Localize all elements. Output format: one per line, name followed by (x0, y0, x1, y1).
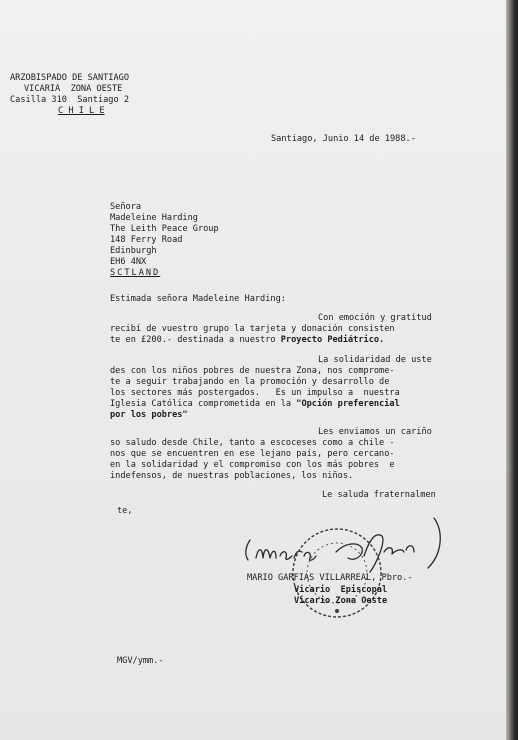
signatory-title2: Vicario Zona Oeste (294, 596, 388, 606)
closing-line2: te, (117, 506, 133, 516)
letterhead-address: Casilla 310 Santiago 2 (10, 95, 129, 105)
body-p1-line3 (110, 335, 384, 346)
body-p2-line1: La solidaridad de uste (318, 355, 432, 365)
body-p1-line1: Con emoción y gratitud (318, 313, 432, 323)
date-line: Santiago, Junio 14 de 1988.- (271, 134, 416, 144)
greeting: Estimada señora Madeleine Harding: (110, 294, 286, 304)
body-p2-line3: te a seguir trabajando en la promoción y desarrollo de (110, 377, 390, 387)
recipient-organization: The Leith Peace Group (110, 224, 219, 234)
body-p3-line1: Les enviamos un cariño (318, 427, 432, 437)
body-p3-line4: en la solidaridad y el compromiso con los más pobres e (110, 460, 395, 470)
signatory-title1: Vicario Episcopal (294, 585, 388, 595)
recipient-title: Señora (110, 202, 142, 212)
letterhead-org: ARZOBISPADO DE SANTIAGO (10, 73, 129, 83)
body-p2-line4: los sectores más postergados. Es un impulso a nuestra (110, 388, 400, 398)
recipient-postcode: EH6 4NX (110, 257, 147, 267)
recipient-city: Edinburgh (110, 246, 157, 256)
body-p1-line3a: te en (110, 335, 142, 345)
body-p3-line2: so saludo desde Chile, tanto a escoceses como a chile - (110, 438, 395, 448)
reference-initials: MGV/ymm.- (117, 656, 164, 666)
project-name: Proyecto Pediátrico. (280, 335, 385, 345)
scan-edge-shadow (506, 0, 518, 740)
body-p2-line6: por los pobres" (110, 410, 188, 420)
recipient-address (110, 202, 219, 279)
recipient-street: 148 Ferry Road (110, 235, 183, 245)
letterhead-country: C H I L E (58, 106, 105, 116)
recipient-country: SCTLAND (110, 268, 161, 278)
body-p2-line2: des con los niños pobres de nuestra Zona, nos comprome- (110, 366, 395, 376)
recipient-name: Madeleine Harding (110, 213, 198, 223)
letterhead-vicaria: VICARIA ZONA OESTE (24, 84, 123, 94)
body-p2-line5a: Iglesia Católica comprometida en la (110, 399, 297, 409)
body-p1-line3b: destinada a nuestro (172, 335, 281, 345)
body-p1-line2: recibí de vuestro grupo la tarjeta y donación consisten (110, 324, 395, 334)
donation-amount: £200.- (141, 335, 173, 345)
body-p2-line5 (110, 399, 400, 410)
signatory-name: MARIO GARFIAS VILLARREAL, Pbro.- (247, 573, 413, 583)
body-p3-line3: nos que se encuentren en ese lejano país, pero cercano- (110, 449, 395, 459)
closing-line1: Le saluda fraternalmen (322, 490, 436, 500)
body-p3-line5: indefensos, de nuestras poblaciones, los niños. (110, 471, 354, 481)
body-p2-line5b: "Opción preferencial (296, 399, 400, 409)
